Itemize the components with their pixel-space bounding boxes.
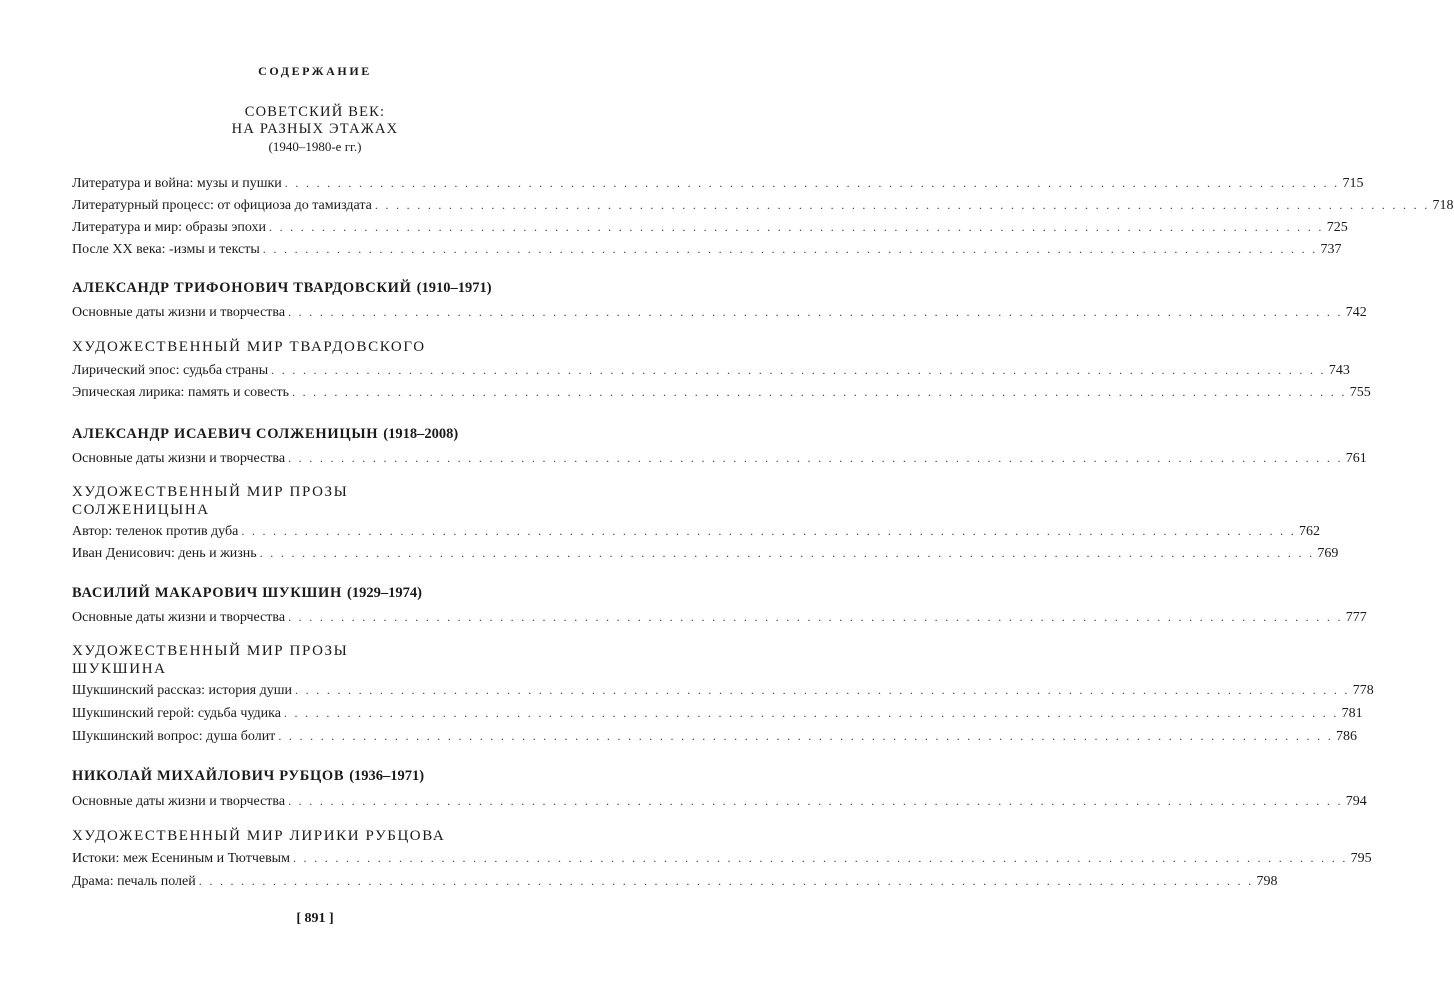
toc-leader-dots: . . . . . . . . . . . . . . . . . . . . . . . . . . . . . . . . . . . . . . . . . . . . . . . . . . . . . . . . . . . . . . . . . . . . . . . . . . . . . . . . . . . . . . . . . . . . . . . . . . . . <box>262 242 1318 256</box>
toc-entry-title: Истоки: меж Есениным и Тютчевым <box>72 851 290 866</box>
toc-leader-dots: . . . . . . . . . . . . . . . . . . . . . . . . . . . . . . . . . . . . . . . . . . . . . . . . . . . . . . . . . . . . . . . . . . . . . . . . . . . . . . . . . . . . . . . . . . . . . . . . . . . . <box>271 363 1326 377</box>
toc-entry[interactable] <box>72 546 1339 562</box>
artistic-world-heading: СОЛЖЕНИЦЫНА <box>72 502 210 518</box>
artistic-world-heading: ХУДОЖЕСТВЕННЫЙ МИР ПРОЗЫ <box>72 484 349 500</box>
toc-entry-title: Основные даты жизни и творчества <box>72 610 286 625</box>
toc-leader-dots: . . . . . . . . . . . . . . . . . . . . . . . . . . . . . . . . . . . . . . . . . . . . . . . . . . . . . . . . . . . . . . . . . . . . . . . . . . . . . . . . . . . . . . . . . . . . . . . . . . . . <box>288 610 1343 624</box>
author-years: (1929–1974) <box>347 585 422 601</box>
toc-leader-dots: . . . . . . . . . . . . . . . . . . . . . . . . . . . . . . . . . . . . . . . . . . . . . . . . . . . . . . . . . . . . . . . . . . . . . . . . . . . . . . . . . . . . . . . . . . . . . . . . . . . . <box>291 385 1347 399</box>
toc-entry-page: 786 <box>1336 729 1358 744</box>
author-name: АЛЕКСАНДР ТРИФОНОВИЧ ТВАРДОВСКИЙ <box>72 280 412 296</box>
toc-leader-dots: . . . . . . . . . . . . . . . . . . . . . . . . . . . . . . . . . . . . . . . . . . . . . . . . . . . . . . . . . . . . . . . . . . . . . . . . . . . . . . . . . . . . . . . . . . . . . . . . . . . . <box>278 729 1334 743</box>
toc-leader-dots: . . . . . . . . . . . . . . . . . . . . . . . . . . . . . . . . . . . . . . . . . . . . . . . . . . . . . . . . . . . . . . . . . . . . . . . . . . . . . . . . . . . . . . . . . . . . . . . . . . . . <box>283 706 1339 720</box>
toc-leader-dots: . . . . . . . . . . . . . . . . . . . . . . . . . . . . . . . . . . . . . . . . . . . . . . . . . . . . . . . . . . . . . . . . . . . . . . . . . . . . . . . . . . . . . . . . . . . . . . . . . . . . <box>268 220 1324 234</box>
toc-entry[interactable] <box>72 305 1367 321</box>
toc-entry-title: После XX века: -измы и тексты <box>72 242 260 257</box>
toc-leader-dots: . . . . . . . . . . . . . . . . . . . . . . . . . . . . . . . . . . . . . . . . . . . . . . . . . . . . . . . . . . . . . . . . . . . . . . . . . . . . . . . . . . . . . . . . . . . . . . . . . . . . <box>198 874 1254 888</box>
toc-entry-title: Драма: печаль полей <box>72 874 196 889</box>
toc-entry-page: 725 <box>1326 220 1348 235</box>
toc-entry[interactable] <box>72 198 1454 214</box>
toc-leader-dots: . . . . . . . . . . . . . . . . . . . . . . . . . . . . . . . . . . . . . . . . . . . . . . . . . . . . . . . . . . . . . . . . . . . . . . . . . . . . . . . . . . . . . . . . . . . . . . . . . . . . <box>259 546 1315 560</box>
toc-entry-title: Иван Денисович: день и жизнь <box>72 546 257 561</box>
toc-entry-title: Литература и война: музы и пушки <box>72 176 282 191</box>
toc-leader-dots: . . . . . . . . . . . . . . . . . . . . . . . . . . . . . . . . . . . . . . . . . . . . . . . . . . . . . . . . . . . . . . . . . . . . . . . . . . . . . . . . . . . . . . . . . . . . . . . . . . . . <box>295 683 1350 697</box>
artistic-world-heading: ХУДОЖЕСТВЕННЫЙ МИР ТВАРДОВСКОГО <box>72 339 426 355</box>
toc-entry-page: 781 <box>1341 706 1363 721</box>
section-title-line2: НА РАЗНЫХ ЭТАЖАХ <box>231 121 399 137</box>
author-heading <box>72 280 558 297</box>
toc-entry[interactable] <box>72 451 1367 467</box>
toc-entry-title: Лирический эпос: судьба страны <box>72 363 269 378</box>
artistic-world-heading: ШУКШИНА <box>72 661 167 677</box>
toc-entry-page: 794 <box>1345 794 1367 809</box>
toc-entry-page: 718 <box>1432 198 1454 213</box>
toc-entry[interactable] <box>72 851 1372 867</box>
running-header: СОДЕРЖАНИЕ <box>258 64 372 78</box>
section-title-line1: СОВЕТСКИЙ ВЕК: <box>244 104 386 120</box>
toc-entry-title: Шукшинский рассказ: история души <box>72 683 293 698</box>
toc-entry-page: 737 <box>1320 242 1342 257</box>
toc-entry-page: 769 <box>1317 546 1339 561</box>
toc-leader-dots: . . . . . . . . . . . . . . . . . . . . . . . . . . . . . . . . . . . . . . . . . . . . . . . . . . . . . . . . . . . . . . . . . . . . . . . . . . . . . . . . . . . . . . . . . . . . . . . . . . . . <box>288 451 1343 465</box>
toc-entry[interactable] <box>72 524 1321 540</box>
toc-leader-dots: . . . . . . . . . . . . . . . . . . . . . . . . . . . . . . . . . . . . . . . . . . . . . . . . . . . . . . . . . . . . . . . . . . . . . . . . . . . . . . . . . . . . . . . . . . . . . . . . . . . . <box>288 305 1343 319</box>
artistic-world-heading: ХУДОЖЕСТВЕННЫЙ МИР ПРОЗЫ <box>72 643 349 659</box>
toc-entry-title: Основные даты жизни и творчества <box>72 305 286 320</box>
author-name: ВАСИЛИЙ МАКАРОВИЧ ШУКШИН <box>72 585 343 601</box>
toc-entry[interactable] <box>72 220 1348 236</box>
toc-entry-page: 762 <box>1299 524 1321 539</box>
toc-entry-page: 755 <box>1349 385 1371 400</box>
toc-leader-dots: . . . . . . . . . . . . . . . . . . . . . . . . . . . . . . . . . . . . . . . . . . . . . . . . . . . . . . . . . . . . . . . . . . . . . . . . . . . . . . . . . . . . . . . . . . . . . . . . . . . . <box>284 176 1340 190</box>
toc-entry-title: Автор: теленок против дуба <box>72 524 239 539</box>
toc-entry-title: Эпическая лирика: память и совесть <box>72 385 289 400</box>
toc-entry-page: 795 <box>1350 851 1372 866</box>
toc-entry-page: 742 <box>1345 305 1367 320</box>
toc-entry-title: Шукшинский герой: судьба чудика <box>72 706 281 721</box>
author-years: (1918–2008) <box>383 426 459 442</box>
toc-entry-page: 761 <box>1345 451 1367 466</box>
toc-entry[interactable] <box>72 729 1358 745</box>
toc-leader-dots: . . . . . . . . . . . . . . . . . . . . . . . . . . . . . . . . . . . . . . . . . . . . . . . . . . . . . . . . . . . . . . . . . . . . . . . . . . . . . . . . . . . . . . . . . . . . . . . . . . . . <box>374 198 1430 212</box>
toc-entry[interactable] <box>72 610 1367 626</box>
author-heading <box>72 585 558 602</box>
toc-entry-page: 777 <box>1345 610 1367 625</box>
toc-entry[interactable] <box>72 176 1364 192</box>
toc-entry-title: Литература и мир: образы эпохи <box>72 220 266 235</box>
toc-entry-page: 743 <box>1328 363 1350 378</box>
toc-entry-page: 778 <box>1352 683 1374 698</box>
page-number: [ 891 ] <box>296 911 334 926</box>
section-years: (1940–1980-е гг.) <box>268 139 362 154</box>
toc-entry[interactable] <box>72 363 1350 379</box>
toc-entry[interactable] <box>72 794 1367 810</box>
author-name: АЛЕКСАНДР ИСАЕВИЧ СОЛЖЕНИЦЫН <box>72 426 379 442</box>
toc-entry[interactable] <box>72 242 1342 258</box>
toc-entry-page: 715 <box>1342 176 1364 191</box>
author-heading <box>72 768 558 785</box>
toc-entry-page: 798 <box>1256 874 1278 889</box>
author-heading <box>72 426 558 443</box>
author-years: (1936–1971) <box>349 768 425 784</box>
toc-entry[interactable] <box>72 683 1374 699</box>
toc-entry-title: Основные даты жизни и творчества <box>72 794 286 809</box>
toc-leader-dots: . . . . . . . . . . . . . . . . . . . . . . . . . . . . . . . . . . . . . . . . . . . . . . . . . . . . . . . . . . . . . . . . . . . . . . . . . . . . . . . . . . . . . . . . . . . . . . . . . . . . <box>288 794 1343 808</box>
toc-leader-dots: . . . . . . . . . . . . . . . . . . . . . . . . . . . . . . . . . . . . . . . . . . . . . . . . . . . . . . . . . . . . . . . . . . . . . . . . . . . . . . . . . . . . . . . . . . . . . . . . . . . . <box>241 524 1297 538</box>
toc-entry-title: Основные даты жизни и творчества <box>72 451 286 466</box>
author-years: (1910–1971) <box>416 280 492 296</box>
toc-entry[interactable] <box>72 874 1278 890</box>
toc-leader-dots: . . . . . . . . . . . . . . . . . . . . . . . . . . . . . . . . . . . . . . . . . . . . . . . . . . . . . . . . . . . . . . . . . . . . . . . . . . . . . . . . . . . . . . . . . . . . . . . . . . . . <box>292 851 1348 865</box>
artistic-world-heading: ХУДОЖЕСТВЕННЫЙ МИР ЛИРИКИ РУБЦОВА <box>72 828 446 844</box>
toc-entry-title: Шукшинский вопрос: душа болит <box>72 729 276 744</box>
author-name: НИКОЛАЙ МИХАЙЛОВИЧ РУБЦОВ <box>72 768 345 784</box>
toc-entry[interactable] <box>72 385 1371 401</box>
toc-entry[interactable] <box>72 706 1363 722</box>
toc-entry-title: Литературный процесс: от официоза до тамиздата <box>72 198 372 213</box>
